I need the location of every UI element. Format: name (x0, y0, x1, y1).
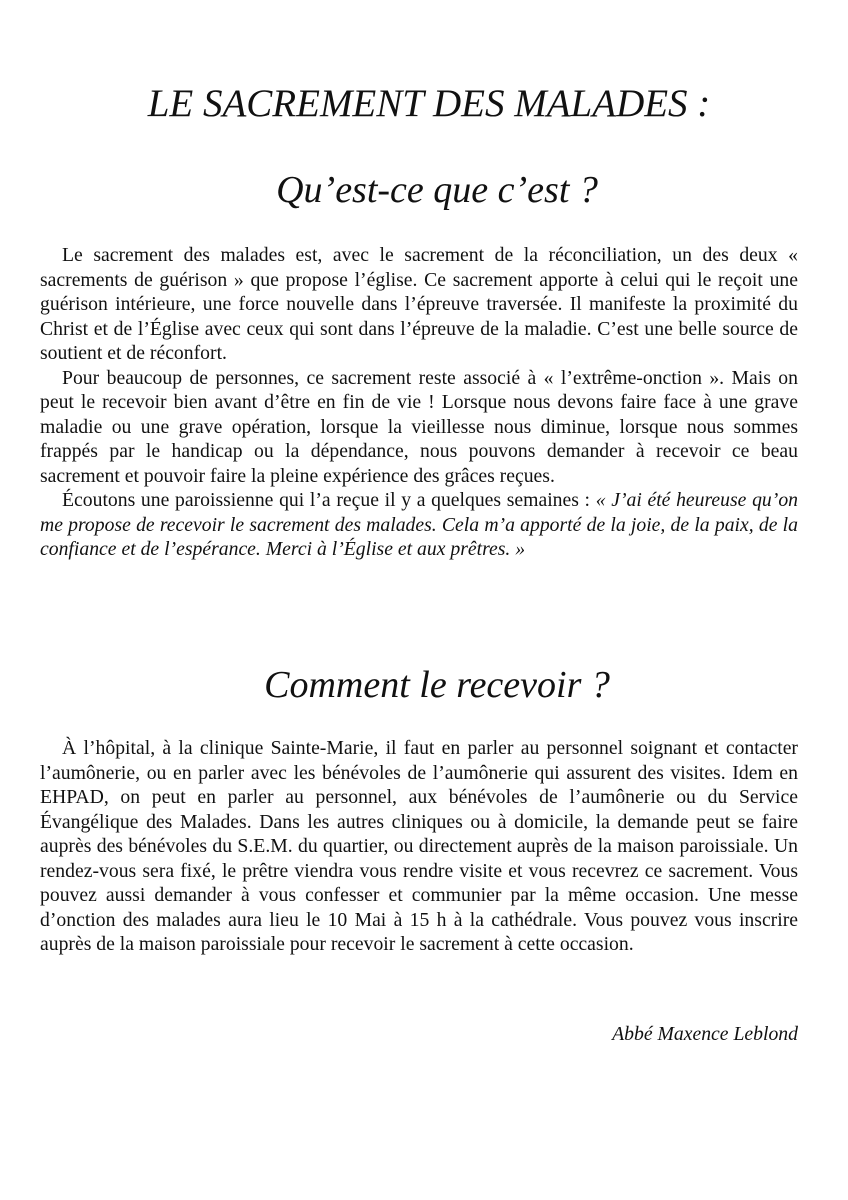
testimony-intro: Écoutons une paroissienne qui l’a reçue il y a quelques semaines : (62, 489, 596, 511)
paragraph-how-to-receive: À l’hôpital, à la clinique Sainte-Marie, il faut en parler au personnel soignant et contacter l’aumônerie, ou en parler avec les bénévoles de l’aumônerie qui assurent des visites. Idem en EHPAD, on peut en parler au personnel, aux bénévoles de l’aumônerie ou du Service Évangélique des Malades. Dans les autres cliniques ou à domicile, la demande peut se faire auprès des bénévoles du S.E.M. du quartier, ou directement auprès de la maison paroissiale. Un rendez-vous sera fixé, le prêtre viendra vous rendre visite et vous recevrez ce sacrement. Vous pouvez aussi demander à vous confesser et communier par la même occasion. Une messe d’onction des malades aura lieu le 10 Mai à 15 h à la cathédrale. Vous pouvez vous inscrire auprès de la maison paroissiale pour recevoir le sacrement à cette occasion. (40, 737, 798, 955)
paragraph-extreme-unction: Pour beaucoup de personnes, ce sacrement reste associé à « l’extrême-onction ». Mais on peut le recevoir bien avant d’être en fin de vie ! Lorsque nous devons faire face à une grave maladie ou une grave opération, lorsque la vieillesse nous diminue, lorsque nous sommes frappés par le handicap ou la dépendance, nous pouvons demander à recevoir ce beau sacrement et pouvoir faire la pleine expérience des grâces reçues. (40, 366, 798, 487)
testimony-quote: « J’ai été heureuse qu’on me propose de recevoir le sacrement des malades. Cela m’a apporté de la joie, de la paix, de la confiance et de l’espérance. Merci à l’Église et aux prêtres. » (40, 489, 799, 560)
paragraph-definition: Le sacrement des malades est, avec le sacrement de la réconciliation, un des deux « sacrements de guérison » que propose l’église. Ce sacrement apporte à celui qui le reçoit une guérison intérieure, une force nouvelle dans l’épreuve traversée. Il manifeste la proximité du Christ et de l’Église avec ceux qui sont dans l’épreuve de la maladie. C’est une belle source de soutient et de réconfort. (40, 244, 798, 364)
section-heading-what-is-it: Qu’est-ce que c’est ? (276, 169, 598, 211)
section-what-is-it (40, 243, 798, 562)
paragraph-testimony (40, 488, 798, 562)
section-heading-how-to-receive: Comment le recevoir ? (264, 664, 610, 706)
section-how-to-receive (40, 736, 798, 957)
page-title: LE SACREMENT DES MALADES : (147, 82, 711, 125)
signature: Abbé Maxence Leblond (612, 1023, 798, 1045)
